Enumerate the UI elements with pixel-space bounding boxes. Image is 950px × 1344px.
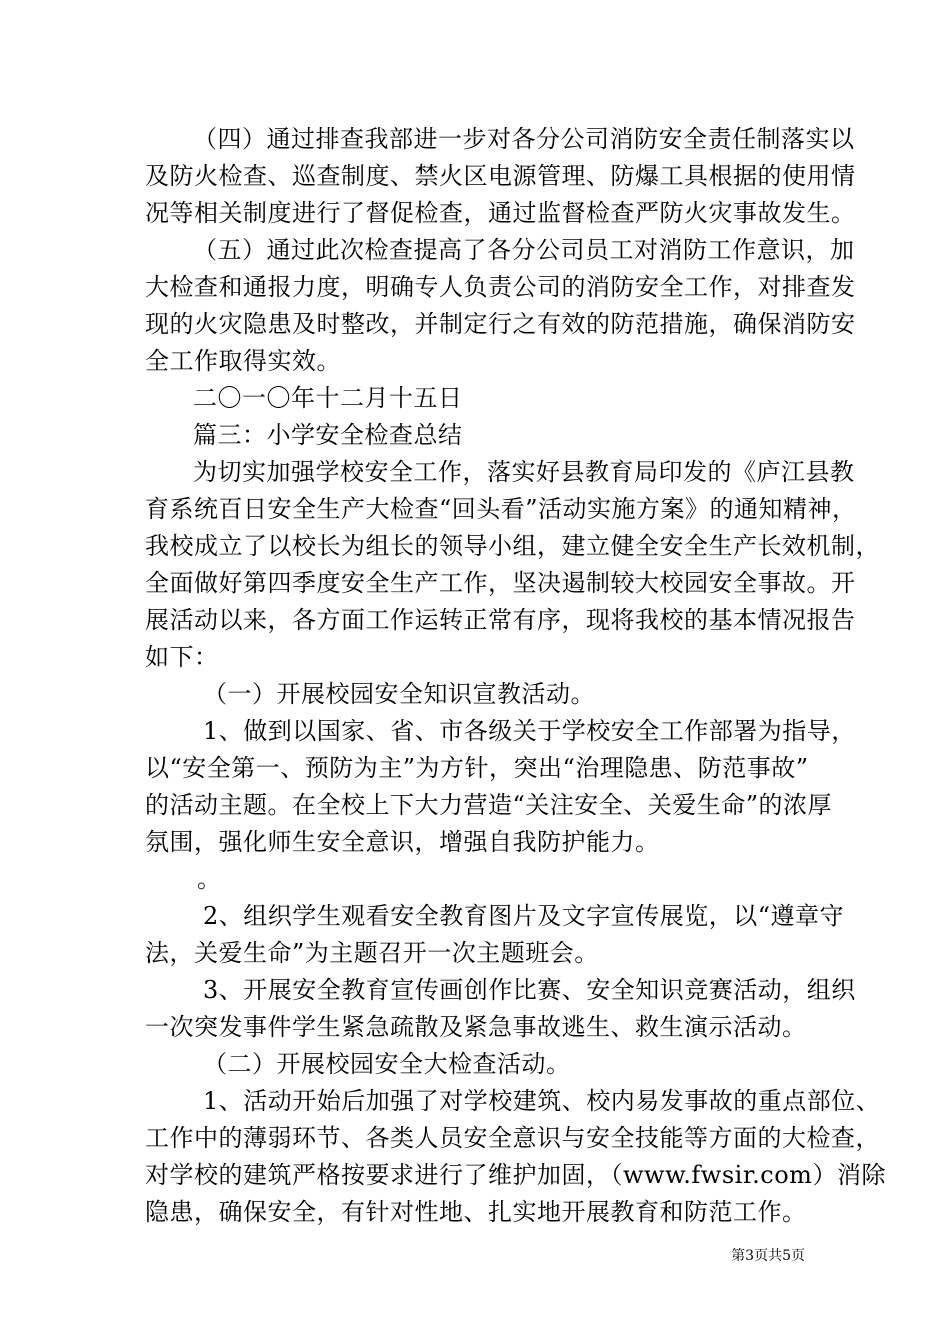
text-line: 氛围，强化师生安全意识，增强自我防护能力。 (145, 828, 660, 856)
text-line: 工作中的薄弱环节、各类人员安全意识与安全技能等方面的大检查， (145, 1124, 880, 1152)
date-line: 二〇一〇年十二月十五日 (193, 384, 463, 412)
text-line: 我校成立了以校长为组长的领导小组，建立健全安全生产长效机制， (145, 532, 880, 560)
section-heading: 篇三：小学安全检查总结 (193, 421, 463, 449)
text-line: 一次突发事件学生紧急疏散及紧急事故逃生、救生演示活动。 (145, 1013, 807, 1041)
text-line: 为切实加强学校安全工作，落实好县教育局印发的《庐江县教 (193, 458, 855, 486)
text-line: 育系统百日安全生产大检查“回头看”活动实施方案》的通知精神， (145, 495, 857, 523)
text-line: 1、做到以国家、省、市各级关于学校安全工作部署为指导， (203, 717, 856, 745)
text-line: 的活动主题。在全校上下大力营造“关注安全、关爱生命”的浓厚 (145, 791, 833, 819)
text-line: 况等相关制度进行了督促检查，通过监督检查严防火灾事故发生。 (145, 199, 856, 227)
text-line: 大检查和通报力度，明确专人负责公司的消防安全工作，对排查发 (145, 273, 856, 301)
text-line: 3、开展安全教育宣传画创作比赛、安全知识竞赛活动，组织 (203, 976, 856, 1004)
text-line: 如下： (145, 643, 219, 671)
text-line: 全工作取得实效。 (145, 347, 341, 375)
text-line: 现的火灾隐患及时整改，并制定行之有效的防范措施，确保消防安 (145, 310, 856, 338)
text-line: （四）通过排查我部进一步对各分公司消防安全责任制落实以 (193, 125, 855, 153)
text-line: 展活动以来，各方面工作运转正常有序，现将我校的基本情况报告 (145, 606, 856, 634)
text-line: （五）通过此次检查提高了各分公司员工对消防工作意识，加 (193, 236, 855, 264)
subsection-heading: （二）开展校园安全大检查活动。 (203, 1050, 571, 1078)
text-line: 1、活动开始后加强了对学校建筑、校内易发事故的重点部位、 (203, 1087, 881, 1115)
text-line: 对学校的建筑严格按要求进行了维护加固，（www.fwsir.com）消除 (145, 1161, 886, 1189)
text-line: 。 (197, 865, 222, 893)
text-line: 全面做好第四季度安全生产工作，坚决遏制较大校园安全事故。开 (145, 569, 856, 597)
text-line: 以“安全第一、预防为主”为方针，突出“治理隐患、防范事故” (145, 754, 809, 782)
text-line: 隐患，确保安全，有针对性地、扎实地开展教育和防范工作。 (145, 1198, 807, 1226)
text-line: 2、组织学生观看安全教育图片及文字宣传展览，以“遵章守 (203, 902, 845, 930)
text-line: 法，关爱生命”为主题召开一次主题班会。 (145, 939, 599, 967)
subsection-heading: （一）开展校园安全知识宣教活动。 (203, 680, 595, 708)
page-number: 第3页共5页 (731, 1248, 805, 1264)
text-line: 及防火检查、巡查制度、禁火区电源管理、防爆工具根据的使用情 (145, 162, 856, 190)
